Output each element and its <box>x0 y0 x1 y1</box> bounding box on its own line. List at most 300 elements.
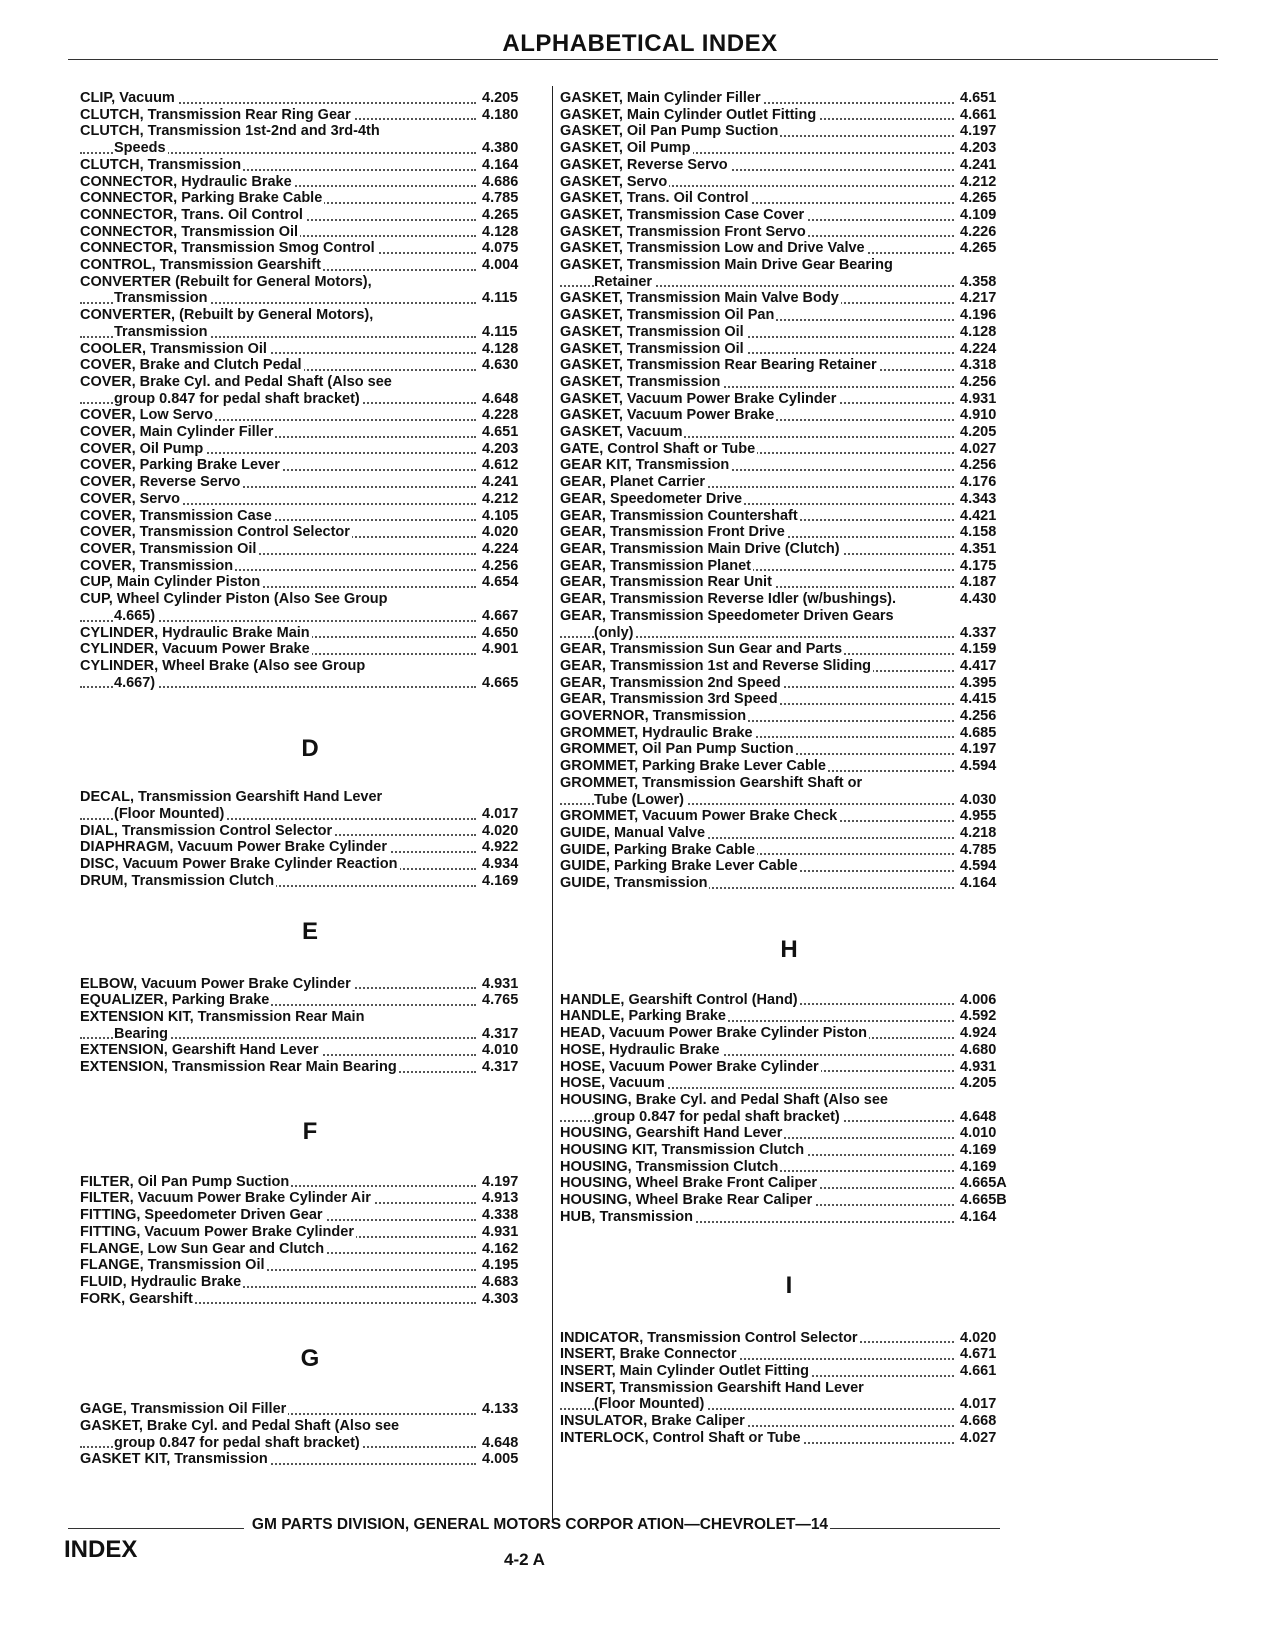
index-entry <box>560 474 1018 491</box>
index-entry <box>560 374 1018 391</box>
index-entry-group-number: 4.212 <box>960 173 997 190</box>
index-entry-label: COVER, Transmission Case <box>80 507 272 524</box>
index-entry <box>560 257 1018 290</box>
index-entry-label: EXTENSION, Gearshift Hand Lever <box>80 1042 319 1059</box>
index-entry-label: GASKET, Transmission Oil <box>560 340 744 357</box>
index-entry-label: GAGE, Transmission Oil Filler <box>80 1401 287 1418</box>
index-entry-label: CONNECTOR, Parking Brake Cable <box>80 190 323 207</box>
index-entry <box>80 424 540 441</box>
index-entry-group-number: 4.650 <box>482 624 519 641</box>
page-title: ALPHABETICAL INDEX <box>502 30 778 57</box>
index-entry-label: CLIP, Vacuum <box>80 90 175 106</box>
index-entry-group-number: 4.671 <box>960 1346 997 1363</box>
index-entry <box>80 307 540 340</box>
index-entry <box>560 240 1018 257</box>
index-entry-group-number: 4.241 <box>482 474 519 491</box>
index-entry <box>560 290 1018 307</box>
index-entry-group-number: 4.205 <box>960 424 997 441</box>
index-entry <box>560 457 1018 474</box>
index-entry <box>560 1125 1018 1142</box>
index-entry-label: GROMMET, Transmission Gearshift Shaft or <box>560 774 863 791</box>
index-entry-group-number: 4.256 <box>482 557 519 574</box>
index-entry <box>560 1092 1018 1125</box>
index-entry <box>560 1008 1018 1025</box>
index-entry <box>560 675 1018 692</box>
index-column-right <box>560 90 1018 1447</box>
index-entry-label: GASKET KIT, Transmission <box>80 1451 268 1468</box>
index-entry-label: (Floor Mounted) <box>114 806 225 823</box>
index-entry-group-number: 4.006 <box>960 991 997 1008</box>
index-entry-label: FLUID, Hydraulic Brake <box>80 1273 242 1290</box>
index-entry-label: INTERLOCK, Control Shaft or Tube <box>560 1429 801 1446</box>
index-entry-label: CONVERTER (Rebuilt for General Motors), <box>80 273 372 290</box>
index-entry <box>560 224 1018 241</box>
index-entry-label: HOSE, Hydraulic Brake <box>560 1041 720 1058</box>
index-entry-group-number: 4.169 <box>482 872 519 889</box>
index-entry-label: GEAR KIT, Transmission <box>560 457 730 474</box>
index-entry-label: DIAL, Transmission Control Selector <box>80 822 333 839</box>
index-entry <box>80 823 540 840</box>
index-entry-group-number: 4.683 <box>482 1273 519 1290</box>
index-entry-label: HOUSING KIT, Transmission Clutch <box>560 1142 805 1159</box>
index-entry <box>560 441 1018 458</box>
index-entry-label: CLUTCH, Transmission Rear Ring Gear <box>80 106 351 123</box>
index-entry-label: GASKET, Transmission Main Valve Body <box>560 290 839 307</box>
index-entry <box>560 708 1018 725</box>
index-entry-group-number: 4.030 <box>960 791 997 808</box>
index-entry <box>80 157 540 174</box>
index-entry <box>560 775 1018 808</box>
index-entry-group-number: 4.169 <box>960 1158 997 1175</box>
index-entry-label: GASKET, Transmission Main Drive Gear Bearing <box>560 257 893 274</box>
index-entry <box>80 839 540 856</box>
index-entry <box>560 658 1018 675</box>
index-entry-label: GEAR, Planet Carrier <box>560 474 706 491</box>
index-entry-group-number: 4.164 <box>960 875 997 892</box>
index-entry-group-number: 4.931 <box>482 975 519 992</box>
index-entry-label: COVER, Parking Brake Lever <box>80 457 280 474</box>
index-entry-label: CYLINDER, Hydraulic Brake Main <box>80 624 310 641</box>
index-entry-group-number: 4.686 <box>482 173 519 190</box>
index-entry-group-number: 4.924 <box>960 1025 997 1042</box>
index-entry-group-number: 4.241 <box>960 156 997 173</box>
index-entry-label: COVER, Brake Cyl. and Pedal Shaft (Also see <box>80 373 392 390</box>
footer-rule-right <box>830 1528 1000 1529</box>
index-entry <box>80 1207 540 1224</box>
index-entry-group-number: 4.680 <box>960 1041 997 1058</box>
index-entry-group-number: 4.934 <box>482 856 519 873</box>
index-entry-group-number: 4.017 <box>960 1396 997 1413</box>
index-entry-label: GASKET, Main Cylinder Outlet Fitting <box>560 106 817 123</box>
index-entry-label: GASKET, Servo <box>560 173 668 190</box>
index-entry <box>560 524 1018 541</box>
index-entry-group-number: 4.648 <box>482 1434 519 1451</box>
footer-section-label: INDEX <box>64 1536 138 1563</box>
index-entry-group-number: 4.020 <box>482 524 519 541</box>
index-entry-group-number: 4.317 <box>482 1025 519 1042</box>
index-entry-label: INSERT, Brake Connector <box>560 1346 737 1363</box>
index-entry-label: INSERT, Main Cylinder Outlet Fitting <box>560 1363 809 1379</box>
index-entry-label: COVER, Brake and Clutch Pedal <box>80 357 302 374</box>
index-entry <box>560 174 1018 191</box>
index-entry-label: HEAD, Vacuum Power Brake Cylinder Piston <box>560 1025 868 1042</box>
index-entry <box>80 257 540 274</box>
index-entry-group-number: 4.913 <box>482 1190 519 1207</box>
index-entry <box>560 858 1018 875</box>
index-entry-label: EXTENSION KIT, Transmission Rear Main <box>80 1008 365 1025</box>
index-entry-group-number: 4.203 <box>482 440 519 457</box>
index-entry-group-number: 4.661 <box>960 1363 997 1379</box>
index-entry-label: GEAR, Transmission Rear Unit <box>560 574 772 591</box>
index-entry-group-number: 4.169 <box>960 1142 997 1159</box>
index-entry-label: Speeds <box>114 140 166 157</box>
index-entry <box>80 658 540 691</box>
index-entry-label: GASKET, Transmission Case Cover <box>560 206 805 223</box>
index-entry-group-number: 4.162 <box>482 1240 519 1257</box>
index-entry <box>560 190 1018 207</box>
index-entry-label: DISC, Vacuum Power Brake Cylinder Reaction <box>80 856 398 873</box>
index-entry-group-number: 4.159 <box>960 641 997 658</box>
index-entry <box>560 1042 1018 1059</box>
index-entry-label: COVER, Transmission <box>80 557 234 574</box>
index-entry-label: group 0.847 for pedal shaft bracket) <box>594 1108 840 1125</box>
index-entry-label: HUB, Transmission <box>560 1208 693 1225</box>
index-entry <box>560 842 1018 859</box>
index-entry-label: COOLER, Transmission Oil <box>80 340 267 357</box>
index-entry-group-number: 4.226 <box>960 223 997 240</box>
index-entry-group-number: 4.158 <box>960 524 997 541</box>
index-entry <box>560 1209 1018 1226</box>
index-entry-label: GASKET, Transmission Rear Bearing Retainer <box>560 357 877 374</box>
index-entry <box>560 1346 1018 1363</box>
index-entry-group-number: 4.665A <box>960 1175 1007 1192</box>
index-entry-label: GASKET, Vacuum Power Brake Cylinder <box>560 390 837 407</box>
index-entry-group-number: 4.685 <box>960 724 997 741</box>
index-entry-label: GASKET, Brake Cyl. and Pedal Shaft (Also see <box>80 1418 400 1435</box>
index-entry-group-number: 4.668 <box>960 1413 997 1430</box>
index-entry-group-number: 4.196 <box>960 307 997 324</box>
index-entry-label: 4.665) <box>114 607 156 624</box>
index-entry <box>560 357 1018 374</box>
index-entry-label: (Floor Mounted) <box>594 1396 705 1413</box>
index-entry <box>560 541 1018 558</box>
index-entry-label: GEAR, Transmission 1st and Reverse Sliding <box>560 657 872 674</box>
index-entry-group-number: 4.785 <box>482 190 519 207</box>
index-entry <box>560 641 1018 658</box>
index-entry <box>560 1363 1018 1380</box>
index-entry-group-number: 4.004 <box>482 257 519 274</box>
index-entry-group-number: 4.654 <box>482 574 519 591</box>
index-entry-label: GOVERNOR, Transmission <box>560 708 747 725</box>
index-entry-group-number: 4.910 <box>960 407 997 424</box>
index-entry <box>80 508 540 525</box>
index-entry <box>80 1274 540 1291</box>
index-entry <box>80 625 540 642</box>
index-entry-label: GEAR, Transmission Countershaft <box>560 507 798 524</box>
index-entry-group-number: 4.630 <box>482 357 519 374</box>
index-entry-label: GASKET, Vacuum Power Brake <box>560 407 775 424</box>
index-entry <box>80 1401 540 1418</box>
index-entry-group-number: 4.648 <box>482 390 519 407</box>
index-entry-label: CYLINDER, Vacuum Power Brake <box>80 641 310 658</box>
index-entry-group-number: 4.217 <box>960 290 997 307</box>
index-entry-label: DRUM, Transmission Clutch <box>80 872 275 889</box>
index-entry-label: HOSE, Vacuum <box>560 1075 665 1092</box>
index-entry <box>80 558 540 575</box>
index-entry <box>80 1059 540 1076</box>
footer-page-number: 4-2 A <box>504 1550 545 1569</box>
index-entry-group-number: 4.176 <box>960 474 997 491</box>
index-entry <box>560 107 1018 124</box>
index-entry <box>560 758 1018 775</box>
footer-publisher: GM PARTS DIVISION, GENERAL MOTORS CORPOR ATION—CHEVROLET—14 <box>251 1516 829 1533</box>
index-entry <box>560 424 1018 441</box>
index-entry-group-number: 4.338 <box>482 1207 519 1224</box>
index-entry-label: GASKET, Vacuum <box>560 424 683 441</box>
index-entry <box>80 1241 540 1258</box>
index-entry <box>560 691 1018 708</box>
index-entry <box>80 224 540 241</box>
index-entry <box>560 341 1018 358</box>
section-letter-d: D <box>301 735 319 763</box>
index-entry-label: FILTER, Oil Pan Pump Suction <box>80 1173 290 1190</box>
index-entry-group-number: 4.195 <box>482 1257 519 1274</box>
index-entry <box>560 825 1018 842</box>
index-entry-label: FLANGE, Transmission Oil <box>80 1257 265 1274</box>
index-entry <box>560 1059 1018 1076</box>
index-entry-label: CONNECTOR, Transmission Oil <box>80 223 299 240</box>
index-entry-group-number: 4.128 <box>482 340 519 357</box>
index-entry-group-number: 4.648 <box>960 1108 997 1125</box>
index-entry-label: CONTROL, Transmission Gearshift <box>80 257 321 274</box>
index-entry <box>80 190 540 207</box>
index-entry-group-number: 4.665 <box>482 674 519 691</box>
index-entry-label: INSERT, Transmission Gearshift Hand Lever <box>560 1379 864 1396</box>
index-entry-label: HOUSING, Wheel Brake Rear Caliper <box>560 1192 813 1209</box>
index-entry-group-number: 4.358 <box>960 273 997 290</box>
index-entry-group-number: 4.020 <box>960 1329 997 1346</box>
index-entry-group-number: 4.128 <box>960 323 997 340</box>
index-entry <box>560 608 1018 641</box>
index-entry <box>560 407 1018 424</box>
index-entry <box>80 1418 540 1451</box>
index-entry <box>80 992 540 1009</box>
index-entry-label: 4.667) <box>114 674 156 691</box>
index-entry-label: GASKET, Transmission Low and Drive Valve <box>560 240 865 257</box>
index-entry-group-number: 4.180 <box>482 106 519 123</box>
index-entry-label: FLANGE, Low Sun Gear and Clutch <box>80 1240 325 1257</box>
index-entry-group-number: 4.005 <box>482 1451 519 1468</box>
index-entry <box>560 1159 1018 1176</box>
index-entry-label: CUP, Wheel Cylinder Piston (Also See Group <box>80 591 388 608</box>
index-entry-label: GASKET, Trans. Oil Control <box>560 190 749 207</box>
index-entry <box>80 240 540 257</box>
index-entry <box>560 491 1018 508</box>
index-entry <box>560 1142 1018 1159</box>
index-entry-group-number: 4.667 <box>482 607 519 624</box>
index-entry <box>560 123 1018 140</box>
index-entry <box>80 1291 540 1308</box>
index-entry-label: Transmission <box>114 290 208 307</box>
index-entry-group-number: 4.594 <box>960 758 997 775</box>
index-entry-label: GASKET, Oil Pan Pump Suction <box>560 123 779 140</box>
index-entry-group-number: 4.256 <box>960 457 997 474</box>
index-entry-group-number: 4.901 <box>482 641 519 658</box>
index-entry-label: INDICATOR, Transmission Control Selector <box>560 1329 858 1346</box>
index-entry <box>560 808 1018 825</box>
index-entry <box>560 725 1018 742</box>
index-entry-label: CONNECTOR, Transmission Smog Control <box>80 240 375 257</box>
index-entry-group-number: 4.010 <box>482 1042 519 1059</box>
index-entry-group-number: 4.075 <box>482 240 519 257</box>
index-entry-label: CONNECTOR, Hydraulic Brake <box>80 173 292 190</box>
index-entry <box>560 1413 1018 1430</box>
section-letter-i: I <box>785 1271 793 1299</box>
index-entry <box>560 741 1018 758</box>
index-entry-group-number: 4.594 <box>960 858 997 875</box>
index-entry-label: (only) <box>594 624 634 641</box>
index-entry <box>560 591 1018 608</box>
index-entry-group-number: 4.317 <box>482 1059 519 1076</box>
index-entry-label: GUIDE, Parking Brake Lever Cable <box>560 858 798 875</box>
index-entry-label: CLUTCH, Transmission <box>80 156 242 173</box>
index-entry <box>560 1380 1018 1413</box>
index-entry-label: GASKET, Transmission Front Servo <box>560 223 806 240</box>
index-entry-group-number: 4.205 <box>482 90 519 106</box>
index-entry-group-number: 4.651 <box>482 424 519 441</box>
index-entry-label: CLUTCH, Transmission 1st-2nd and 3rd-4th <box>80 123 380 140</box>
index-entry-label: FITTING, Speedometer Driven Gear <box>80 1207 323 1224</box>
index-entry <box>80 90 540 107</box>
section-letter-f: F <box>302 1117 318 1145</box>
index-entry-group-number: 4.931 <box>960 390 997 407</box>
index-entry-group-number: 4.955 <box>960 808 997 825</box>
index-entry-label: GASKET, Oil Pump <box>560 140 691 157</box>
index-entry <box>560 875 1018 892</box>
index-entry <box>80 1174 540 1191</box>
index-entry-label: group 0.847 for pedal shaft bracket) <box>114 390 360 407</box>
index-entry-label: COVER, Servo <box>80 490 180 507</box>
index-entry <box>560 1430 1018 1447</box>
index-entry <box>80 274 540 307</box>
index-entry-group-number: 4.020 <box>482 822 519 839</box>
index-entry <box>80 441 540 458</box>
index-entry <box>80 457 540 474</box>
index-entry-label: COVER, Main Cylinder Filler <box>80 424 274 441</box>
index-entry-group-number: 4.212 <box>482 490 519 507</box>
index-entry-label: FITTING, Vacuum Power Brake Cylinder <box>80 1223 354 1240</box>
index-entry-group-number: 4.010 <box>960 1125 997 1142</box>
index-entry <box>560 1175 1018 1192</box>
index-entry-label: GEAR, Speedometer Drive <box>560 490 743 507</box>
index-entry-group-number: 4.197 <box>482 1173 519 1190</box>
index-entry-label: GEAR, Transmission Sun Gear and Parts <box>560 641 843 658</box>
index-entry-group-number: 4.175 <box>960 557 997 574</box>
index-entry <box>560 1025 1018 1042</box>
index-entry-label: GASKET, Reverse Servo <box>560 156 728 173</box>
index-entry <box>80 107 540 124</box>
index-entry-label: GATE, Control Shaft or Tube <box>560 440 756 457</box>
footer-rule-left <box>68 1528 244 1529</box>
index-entry <box>560 391 1018 408</box>
index-entry-label: EXTENSION, Transmission Rear Main Bearing <box>80 1059 397 1076</box>
index-entry <box>80 873 540 890</box>
index-entry <box>80 1257 540 1274</box>
index-entry <box>80 357 540 374</box>
index-entry-label: GUIDE, Transmission <box>560 875 708 892</box>
index-entry-label: CONNECTOR, Trans. Oil Control <box>80 206 303 223</box>
index-entry-label: GEAR, Transmission Speedometer Driven Gears <box>560 607 894 624</box>
index-entry-label: Retainer <box>594 273 653 290</box>
index-entry-label: GEAR, Transmission Front Drive <box>560 524 785 541</box>
index-entry-label: FILTER, Vacuum Power Brake Cylinder Air <box>80 1190 371 1207</box>
index-entry-label: GEAR, Transmission 3rd Speed <box>560 691 778 708</box>
index-entry-label: GEAR, Transmission 2nd Speed <box>560 674 781 691</box>
index-entry-group-number: 4.203 <box>960 140 997 157</box>
index-entry-label: DIAPHRAGM, Vacuum Power Brake Cylinder <box>80 839 387 856</box>
index-entry <box>560 992 1018 1009</box>
column-divider <box>552 86 553 1522</box>
index-entry-label: GASKET, Main Cylinder Filler <box>560 90 761 106</box>
index-entry <box>560 1192 1018 1209</box>
index-entry <box>80 591 540 624</box>
index-entry-group-number: 4.395 <box>960 674 997 691</box>
index-entry-group-number: 4.218 <box>960 824 997 841</box>
index-entry-group-number: 4.205 <box>960 1075 997 1092</box>
index-entry-group-number: 4.115 <box>482 323 518 340</box>
index-entry-group-number: 4.164 <box>960 1208 997 1225</box>
index-entry-group-number: 4.303 <box>482 1290 519 1307</box>
index-entry-label: HOUSING, Wheel Brake Front Caliper <box>560 1175 818 1192</box>
index-entry-group-number: 4.318 <box>960 357 997 374</box>
index-entry-label: Transmission <box>114 323 208 340</box>
index-entry-group-number: 4.931 <box>960 1058 997 1075</box>
index-entry <box>560 307 1018 324</box>
index-entry-label: COVER, Low Servo <box>80 407 213 424</box>
index-entry-label: HOUSING, Transmission Clutch <box>560 1158 779 1175</box>
index-entry-label: HOUSING, Gearshift Hand Lever <box>560 1125 783 1142</box>
index-entry-group-number: 4.105 <box>482 507 519 524</box>
index-entry-group-number: 4.187 <box>960 574 997 591</box>
index-entry-group-number: 4.027 <box>960 440 997 457</box>
index-entry-group-number: 4.164 <box>482 156 519 173</box>
index-entry-label: HANDLE, Gearshift Control (Hand) <box>560 991 798 1008</box>
index-entry-group-number: 4.224 <box>960 340 997 357</box>
index-entry <box>80 976 540 993</box>
index-entry <box>560 508 1018 525</box>
index-entry-label: GUIDE, Parking Brake Cable <box>560 841 756 858</box>
index-entry-group-number: 4.115 <box>482 290 518 307</box>
index-entry-group-number: 4.351 <box>960 540 997 557</box>
index-entry-group-number: 4.133 <box>482 1401 519 1418</box>
index-entry-group-number: 4.343 <box>960 490 997 507</box>
index-entry <box>80 474 540 491</box>
index-entry-label: GASKET, Transmission <box>560 373 721 390</box>
index-entry <box>560 157 1018 174</box>
index-entry-label: GEAR, Transmission Main Drive (Clutch) <box>560 540 840 557</box>
index-column-left <box>80 90 540 1468</box>
index-entry-label: GEAR, Transmission Reverse Idler (w/bushings). <box>560 591 897 608</box>
index-entry-group-number: 4.027 <box>960 1429 997 1446</box>
index-entry-label: HOSE, Vacuum Power Brake Cylinder <box>560 1058 819 1075</box>
index-entry-group-number: 4.109 <box>960 206 997 223</box>
index-entry-label: FORK, Gearshift <box>80 1290 193 1307</box>
index-entry-label: ELBOW, Vacuum Power Brake Cylinder <box>80 975 351 992</box>
index-entry-group-number: 4.765 <box>482 992 519 1009</box>
index-entry-group-number: 4.128 <box>482 223 519 240</box>
index-entry-label: CUP, Main Cylinder Piston <box>80 574 261 591</box>
header-rule <box>68 59 1218 60</box>
